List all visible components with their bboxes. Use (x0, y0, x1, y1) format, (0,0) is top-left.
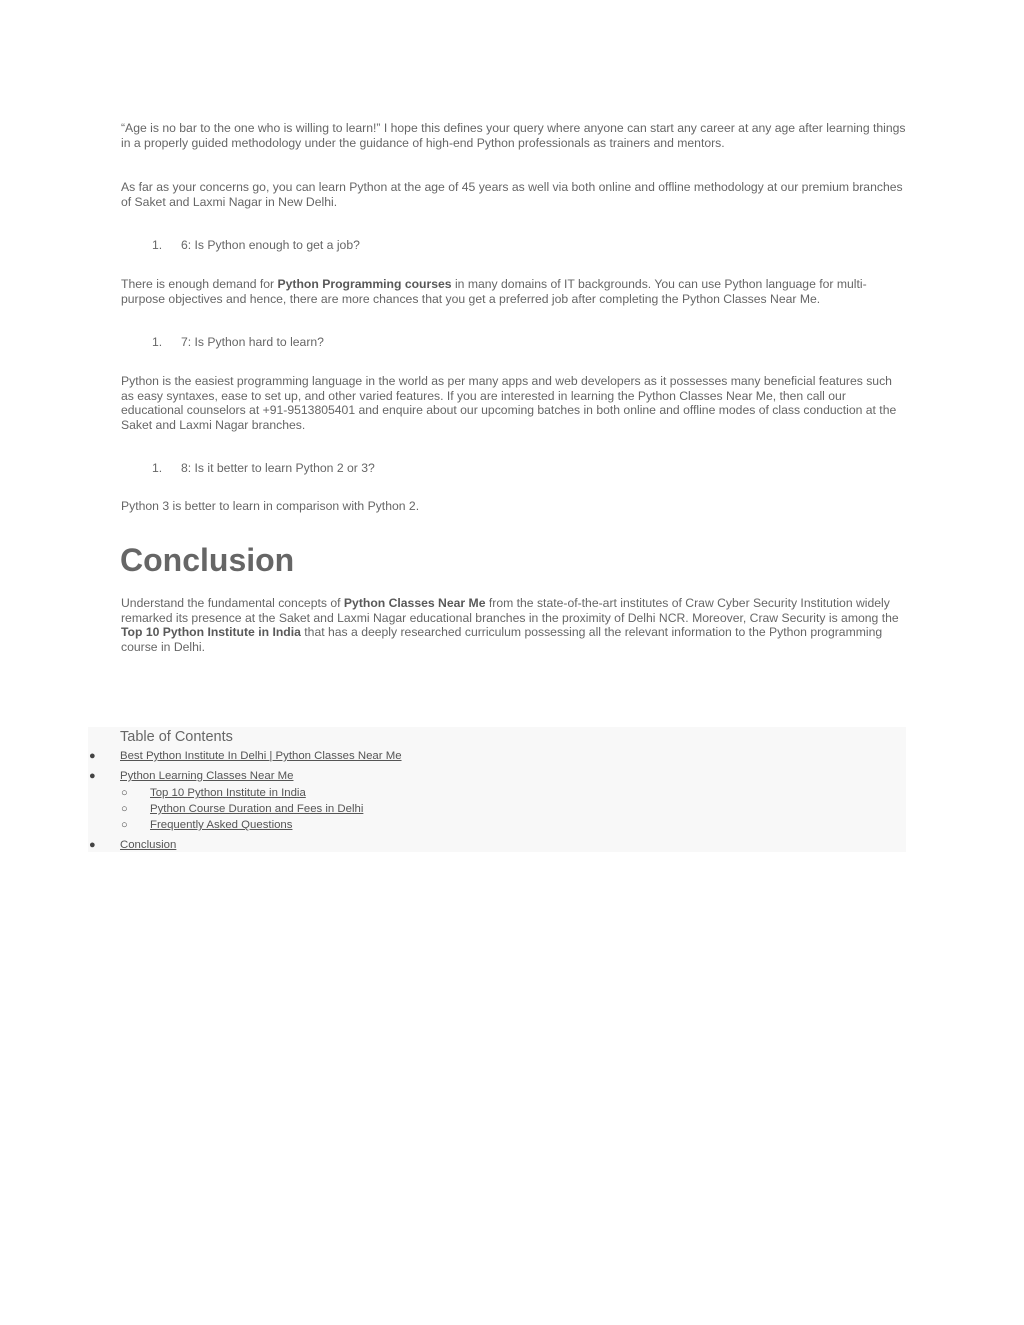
faq-question-number: 1. (152, 461, 163, 475)
faq-question-text: 8: Is it better to learn Python 2 or 3? (181, 461, 375, 475)
bold-text: Top 10 Python Institute in India (121, 625, 301, 640)
faq-question-text: 7: Is Python hard to learn? (181, 335, 324, 349)
faq-question-number: 1. (152, 335, 163, 349)
toc-link-faq[interactable]: Frequently Asked Questions (150, 819, 293, 831)
faq-question-8 (152, 461, 375, 476)
bold-text: Python Programming courses (277, 277, 452, 291)
toc-link-conclusion[interactable]: Conclusion (120, 839, 177, 851)
python-version-answer-paragraph: Python 3 is better to learn in comparison with Python 2. (121, 499, 420, 513)
bullet-icon: ● (89, 750, 96, 762)
faq-question-6 (152, 238, 360, 253)
toc-link-python-learning-classes[interactable]: Python Learning Classes Near Me (120, 770, 294, 782)
conclusion-paragraph (121, 596, 907, 654)
hollow-bullet-icon: ○ (121, 787, 128, 799)
toc-link-top-10-python-institute[interactable]: Top 10 Python Institute in India (150, 787, 306, 799)
toc-link-best-python-institute[interactable]: Best Python Institute In Delhi | Python Classes Near Me (120, 750, 402, 762)
faq-question-7 (152, 335, 324, 350)
toc-link-course-duration-fees[interactable]: Python Course Duration and Fees in Delhi (150, 803, 364, 815)
table-of-contents (88, 727, 906, 852)
bullet-icon: ● (89, 839, 96, 851)
job-answer-paragraph (121, 277, 907, 306)
hard-to-learn-answer-paragraph: Python is the easiest programming language in the world as per many apps and web developers as it possesses many beneficial features such as easy syntaxes, ease to set up, and other varied features. If you are interested in learning the Python Classes Near Me, then call our educational counselors at +91-9513805401 and enquire about our upcoming batches in both online and offline modes of class conduction at the Saket and Laxmi Nagar branches. (121, 374, 897, 432)
conclusion-heading: Conclusion (120, 542, 295, 578)
hollow-bullet-icon: ○ (121, 819, 128, 831)
faq-question-text: 6: Is Python enough to get a job? (181, 238, 360, 252)
text-run: Understand the fundamental concepts of (121, 596, 344, 610)
text-run: There is enough demand for (121, 277, 278, 291)
text-run: that has a deeply researched curriculum possessing all the relevant information to the Python programming course in Delhi. (121, 625, 883, 654)
intro-paragraph: “Age is no bar to the one who is willing to learn!” I hope this defines your query where anyone can start any career at any age after learning things in a properly guided methodology under the guidance of high-end Python professionals as trainers and mentors. (121, 121, 906, 150)
text-run: from the state-of-the-art institutes of Craw Cyber Security Institution widely remarked its presence at the Saket and Laxmi Nagar educational branches in the proximity of Delhi NCR. Moreover, Craw Security is among the (121, 596, 899, 625)
text-run: in many domains of IT backgrounds. You can use Python language for multi-purpose objectives and hence, there are more chances that you get a preferred job after completing the Python Classes Near Me. (121, 277, 867, 306)
bold-text: Python Classes Near Me (343, 596, 486, 610)
hollow-bullet-icon: ○ (121, 803, 128, 815)
faq-question-number: 1. (152, 238, 163, 252)
bullet-icon: ● (89, 770, 96, 782)
toc-title: Table of Contents (120, 729, 233, 745)
age-answer-paragraph: As far as your concerns go, you can learn Python at the age of 45 years as well via both online and offline methodology at our premium branches of Saket and Laxmi Nagar in New Delhi. (121, 180, 903, 209)
